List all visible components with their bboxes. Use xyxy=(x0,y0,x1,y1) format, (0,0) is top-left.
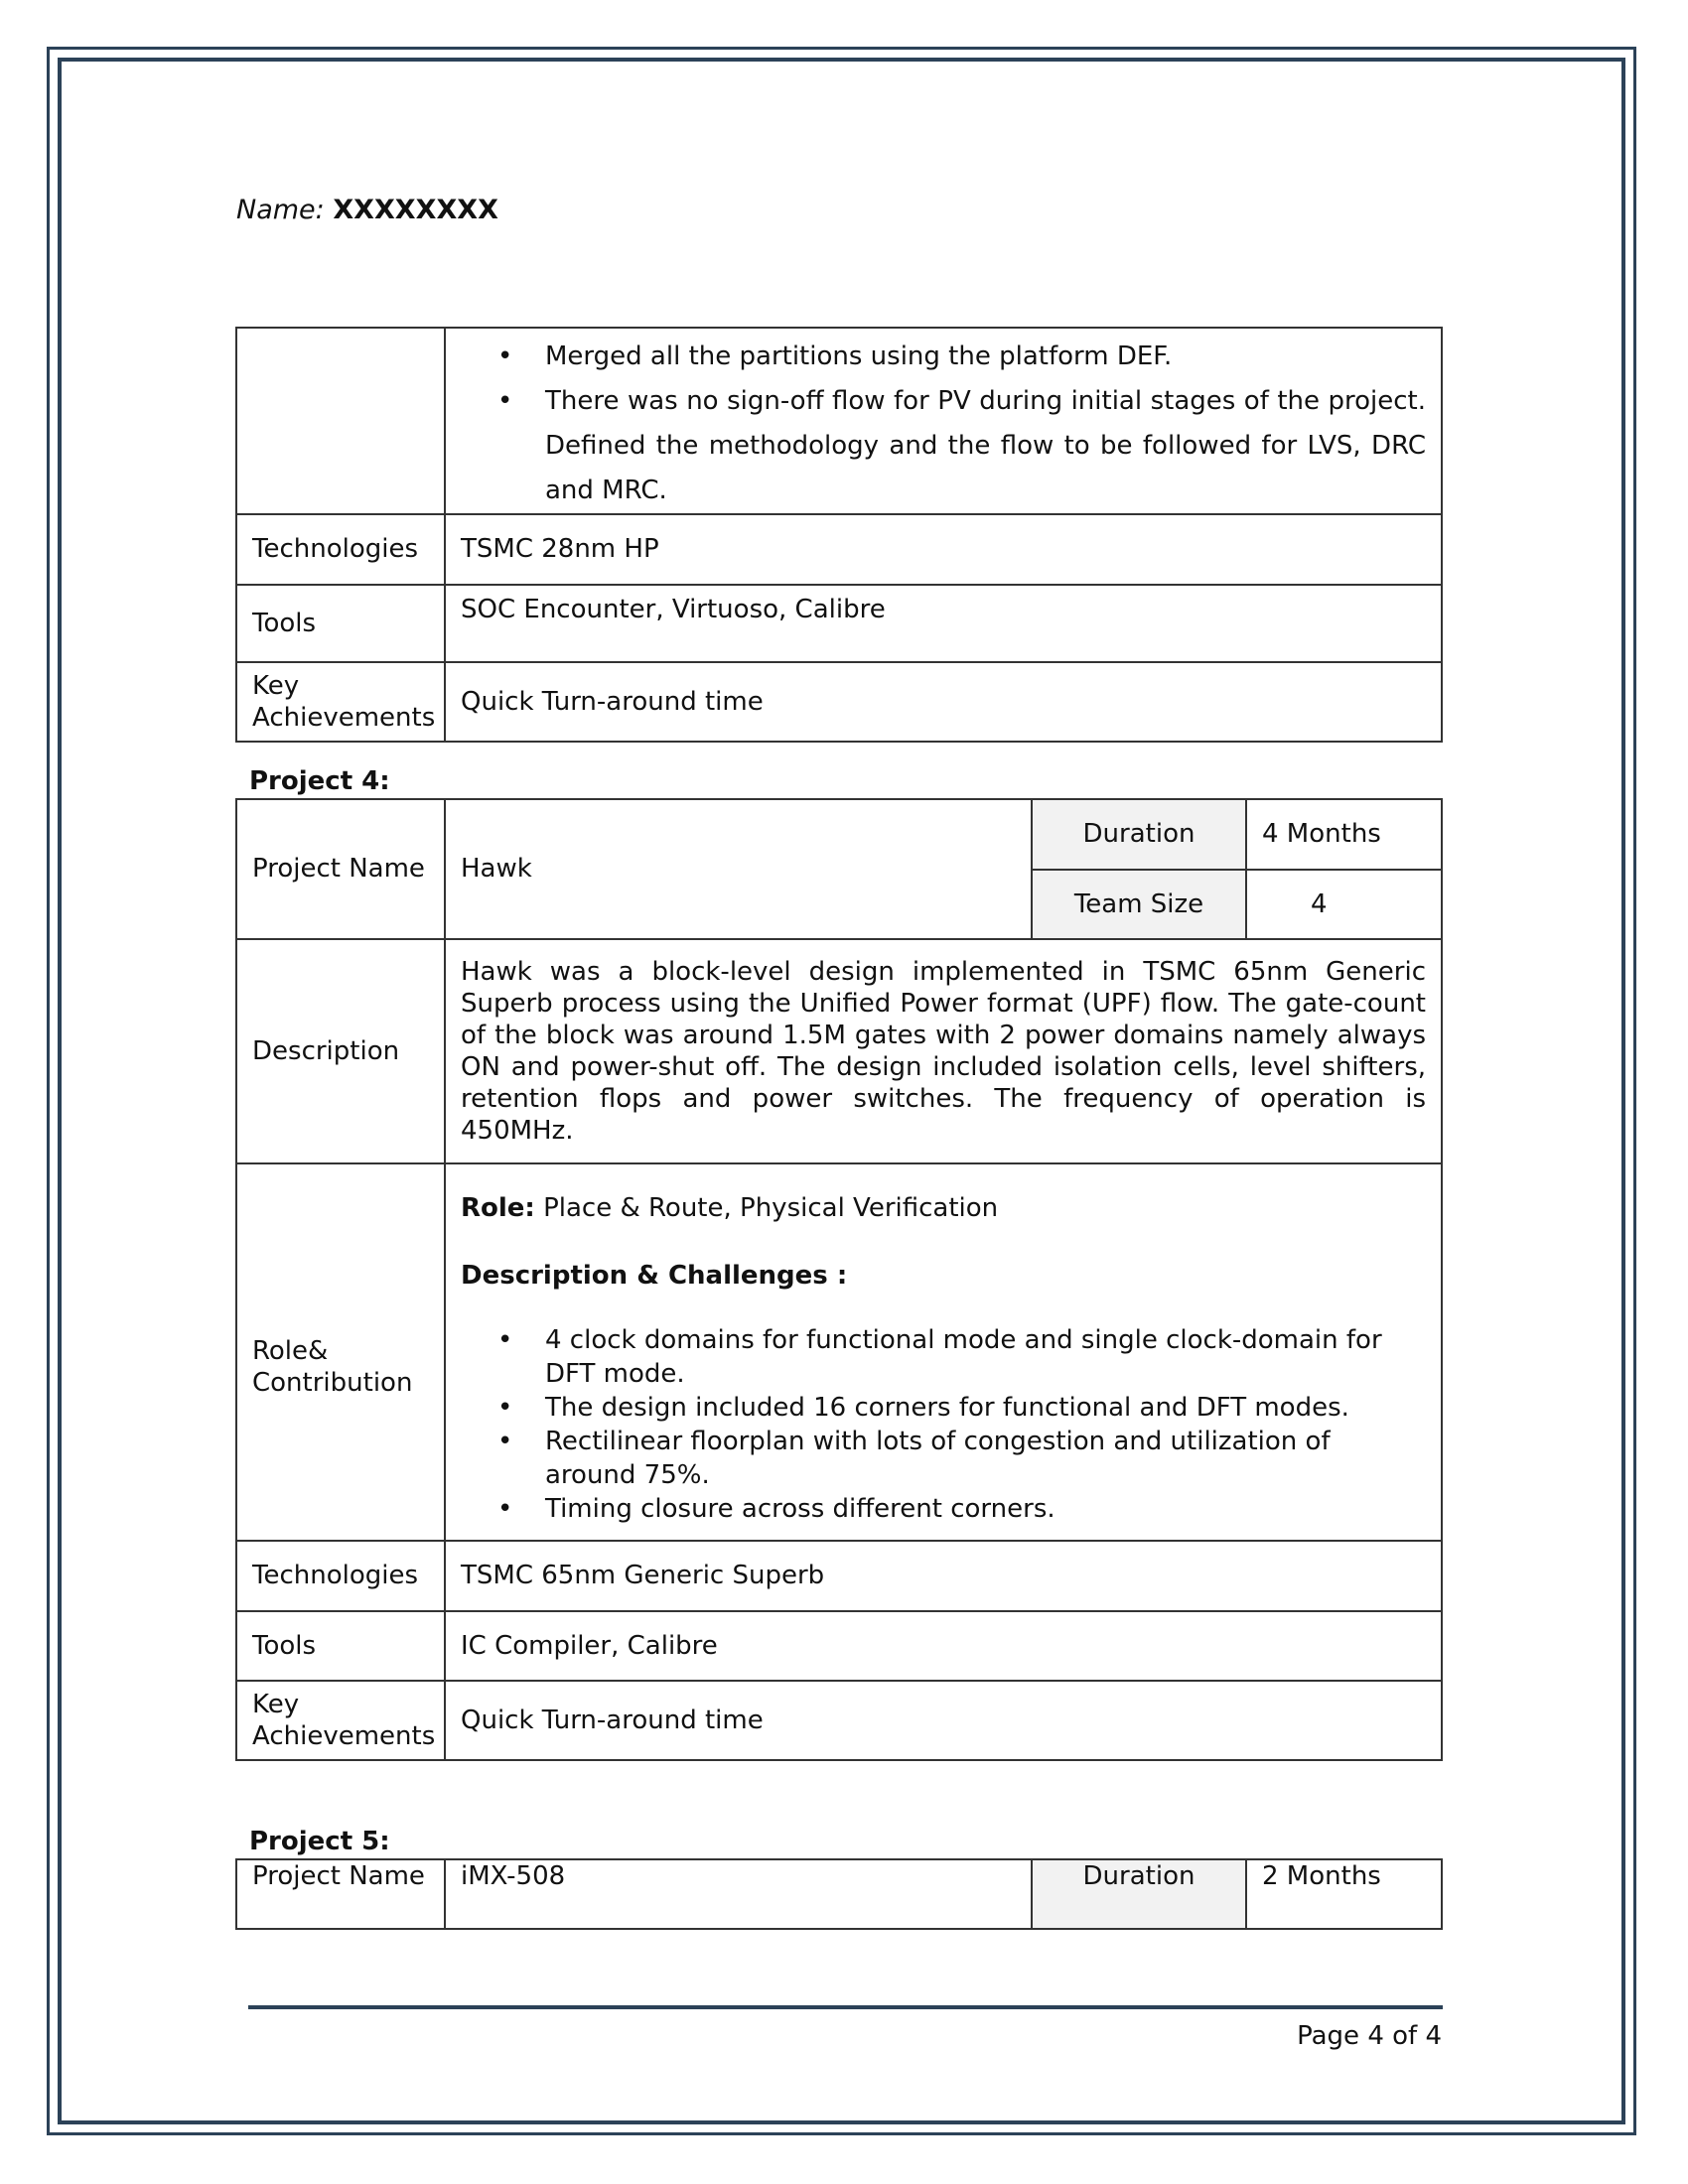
key-achievements-value: Quick Turn-around time xyxy=(445,662,1442,742)
duration-value: 4 Months xyxy=(1246,799,1442,870)
team-size-label: Team Size xyxy=(1032,870,1246,939)
project3-continued-table xyxy=(235,327,1443,743)
tools-value: IC Compiler, Calibre xyxy=(445,1611,1442,1681)
description-label: Description xyxy=(236,939,445,1163)
page-number: Page 4 of 4 xyxy=(1297,2021,1442,2051)
role-contribution-cell xyxy=(445,1163,1442,1541)
tools-label: Tools xyxy=(236,585,445,662)
duration-label: Duration xyxy=(1032,799,1246,870)
key-achievements-label: Key Achievements xyxy=(236,662,445,742)
project3-bullets xyxy=(461,335,1426,513)
duration-label: Duration xyxy=(1032,1859,1246,1929)
project-name-value: iMX-508 xyxy=(445,1859,1032,1929)
key-achievements-value: Quick Turn-around time xyxy=(445,1681,1442,1760)
technologies-value: TSMC 65nm Generic Superb xyxy=(445,1541,1442,1611)
project-name-value: Hawk xyxy=(445,799,1032,939)
technologies-label: Technologies xyxy=(236,1541,445,1611)
duration-value: 2 Months xyxy=(1246,1859,1442,1929)
role-line xyxy=(461,1192,1426,1224)
tools-label: Tools xyxy=(236,1611,445,1681)
footer-rule xyxy=(248,2005,1443,2009)
project-name-label: Project Name xyxy=(236,1859,445,1929)
name-line xyxy=(236,195,498,225)
team-size-value: 4 xyxy=(1246,870,1442,939)
role-value: Place & Route, Physical Verification xyxy=(543,1193,999,1223)
project5-table xyxy=(235,1858,1443,1930)
challenges-list xyxy=(461,1323,1426,1526)
list-item: • 4 clock domains for functional mode and single clock-domain for DFT mode. xyxy=(545,1323,1426,1391)
list-item: • The design included 16 corners for functional and DFT modes. xyxy=(545,1391,1426,1425)
project4-heading: Project 4: xyxy=(249,766,390,796)
name-value: XXXXXXXX xyxy=(333,195,498,225)
project4-table xyxy=(235,798,1443,1761)
tools-value: SOC Encounter, Virtuoso, Calibre xyxy=(445,585,1442,662)
project5-heading: Project 5: xyxy=(249,1827,390,1856)
list-item: • Timing closure across different corners. xyxy=(545,1492,1426,1526)
project-name-label: Project Name xyxy=(236,799,445,939)
role-contribution-label: Role& Contribution xyxy=(236,1163,445,1541)
technologies-value: TSMC 28nm HP xyxy=(445,514,1442,585)
technologies-label: Technologies xyxy=(236,514,445,585)
list-item: • Rectilinear floorplan with lots of congestion and utilization of around 75%. xyxy=(545,1425,1426,1492)
list-item: • There was no sign-off flow for PV during initial stages of the project. Defined the methodology and the flow to be followed for LVS, DRC and MRC. xyxy=(545,379,1426,513)
challenges-heading: Description & Challenges : xyxy=(461,1261,848,1292)
name-label: Name: xyxy=(236,195,325,225)
key-achievements-label: Key Achievements xyxy=(236,1681,445,1760)
description-value: Hawk was a block-level design implemented in TSMC 65nm Generic Superb process using the Unified Power format (UPF) flow. The gate-count of the block was around 1.5M gates with 2 power domains namely always ON and power-shut off. The design included isolation cells, level shifters, retention flops and power switches. The frequency of operation is 450MHz. xyxy=(445,939,1442,1163)
list-item: • Merged all the partitions using the platform DEF. xyxy=(545,335,1426,379)
role-prefix: Role: xyxy=(461,1193,535,1223)
